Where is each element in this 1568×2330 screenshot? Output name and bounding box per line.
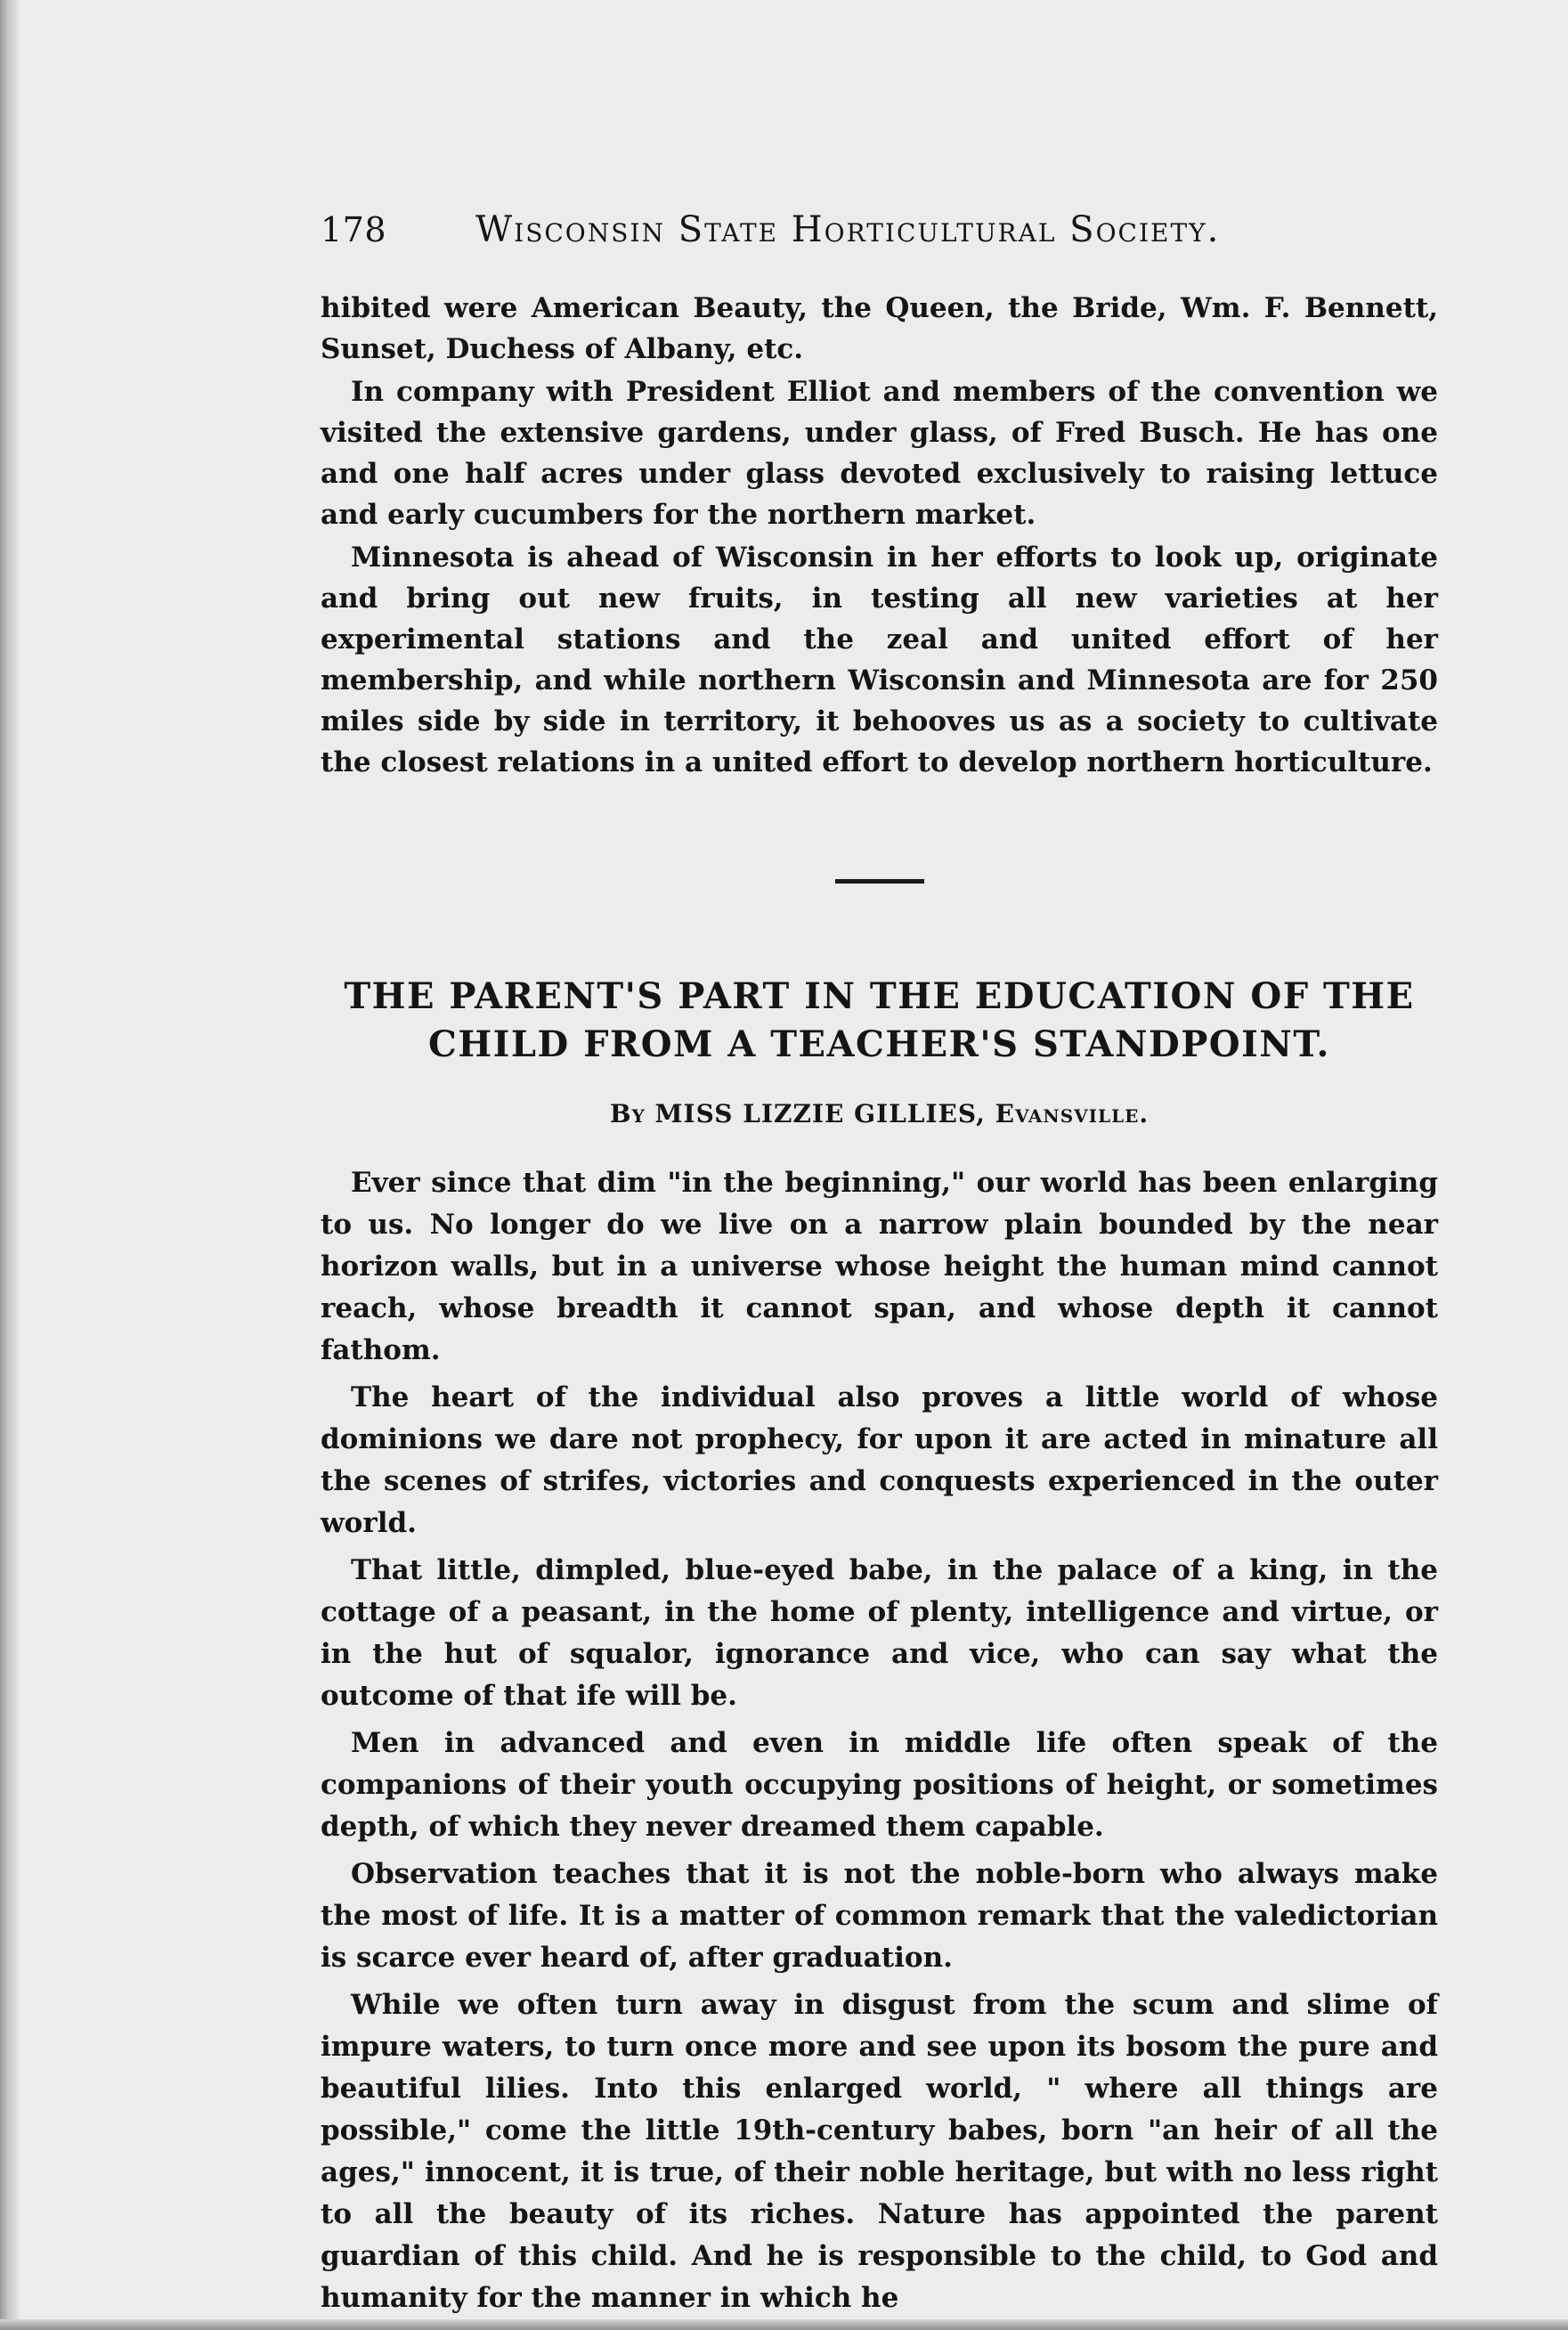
paragraph: Observation teaches that it is not the noble-born who always make the most of life. It is a matter of common remark that the valedictorian is scarce ever heard of, after graduation. — [321, 1858, 1438, 1974]
paragraph: Minnesota is ahead of Wisconsin in her efforts to look up, originate and bring out new fruits, in testing all new varieties at her experimental stations and the zeal and united effort of her membership, and while northern Wisconsin and Minnesota are for 250 miles side by side in territory, it behooves us as a society to cultivate the closest relations in a united effort to develop northern horticulture. — [321, 542, 1438, 778]
running-head — [321, 209, 1438, 250]
paragraph: While we often turn away in disgust from the scum and slime of impure waters, to turn once more and see upon its bosom the pure and beautiful lilies. Into this enlarged world, " where all things are possible," come the little 19th-century babes, born "an heir of all the ages," innocent, it is true, of their noble heritage, but with no less right to all the beauty of its riches. Nature has appointed the parent guardian of this child. And he is responsible to the child, to God and humanity for the manner in which he — [321, 1989, 1438, 2314]
article-title-line: CHILD FROM A TEACHER'S STANDPOINT. — [428, 1023, 1330, 1065]
article-title-line: THE PARENT'S PART IN THE EDUCATION OF THE — [344, 975, 1415, 1017]
page-binding-shadow — [0, 0, 20, 2330]
paragraph: hibited were American Beauty, the Queen, the Bride, Wm. F. Bennett, Sunset, Duchess of Albany, etc. — [321, 292, 1438, 365]
byline — [321, 1099, 1438, 1128]
section-divider-rule — [835, 879, 924, 884]
byline-by: By — [609, 1099, 646, 1128]
paragraph: That little, dimpled, blue-eyed babe, in the palace of a king, in the cottage of a peasant, in the home of plenty, intelligence and virtue, or in the hut of squalor, ignorance and vice, who can say what the outcome of that ife will be. — [321, 1554, 1438, 1712]
page-number: 178 — [321, 210, 387, 249]
paragraph: Ever since that dim "in the beginning," our world has been enlarging to us. No longer do we live on a narrow plain bounded by the near horizon walls, but in a universe whose height the human mind cannot reach, whose breadth it cannot span, and whose depth it cannot fathom. — [321, 1167, 1438, 1366]
article-title — [321, 973, 1438, 1069]
text-column — [321, 209, 1438, 2325]
paragraph: Men in advanced and even in middle life often speak of the companions of their youth occupying positions of height, or sometimes depth, of which they never dreamed them capable. — [321, 1727, 1438, 1843]
running-title: Wisconsin State Horticultural Society. — [475, 209, 1221, 250]
paragraph: The heart of the individual also proves a little world of whose dominions we dare not prophecy, for upon it are acted in minature all the scenes of strifes, victories and conquests experienced in the outer world. — [321, 1381, 1438, 1539]
byline-place: Evansville. — [995, 1099, 1150, 1128]
paragraph: In company with President Elliot and members of the convention we visited the extensive gardens, under glass, of Fred Busch. He has one and one half acres under glass devoted exclusively to raising lettuce and early cucumbers for the northern market. — [321, 376, 1438, 531]
page-bottom-shadow — [0, 2319, 1568, 2330]
previous-article-ending — [321, 288, 1438, 783]
byline-author: MISS LIZZIE GILLIES, — [654, 1099, 986, 1128]
article-body — [321, 1162, 1438, 2319]
